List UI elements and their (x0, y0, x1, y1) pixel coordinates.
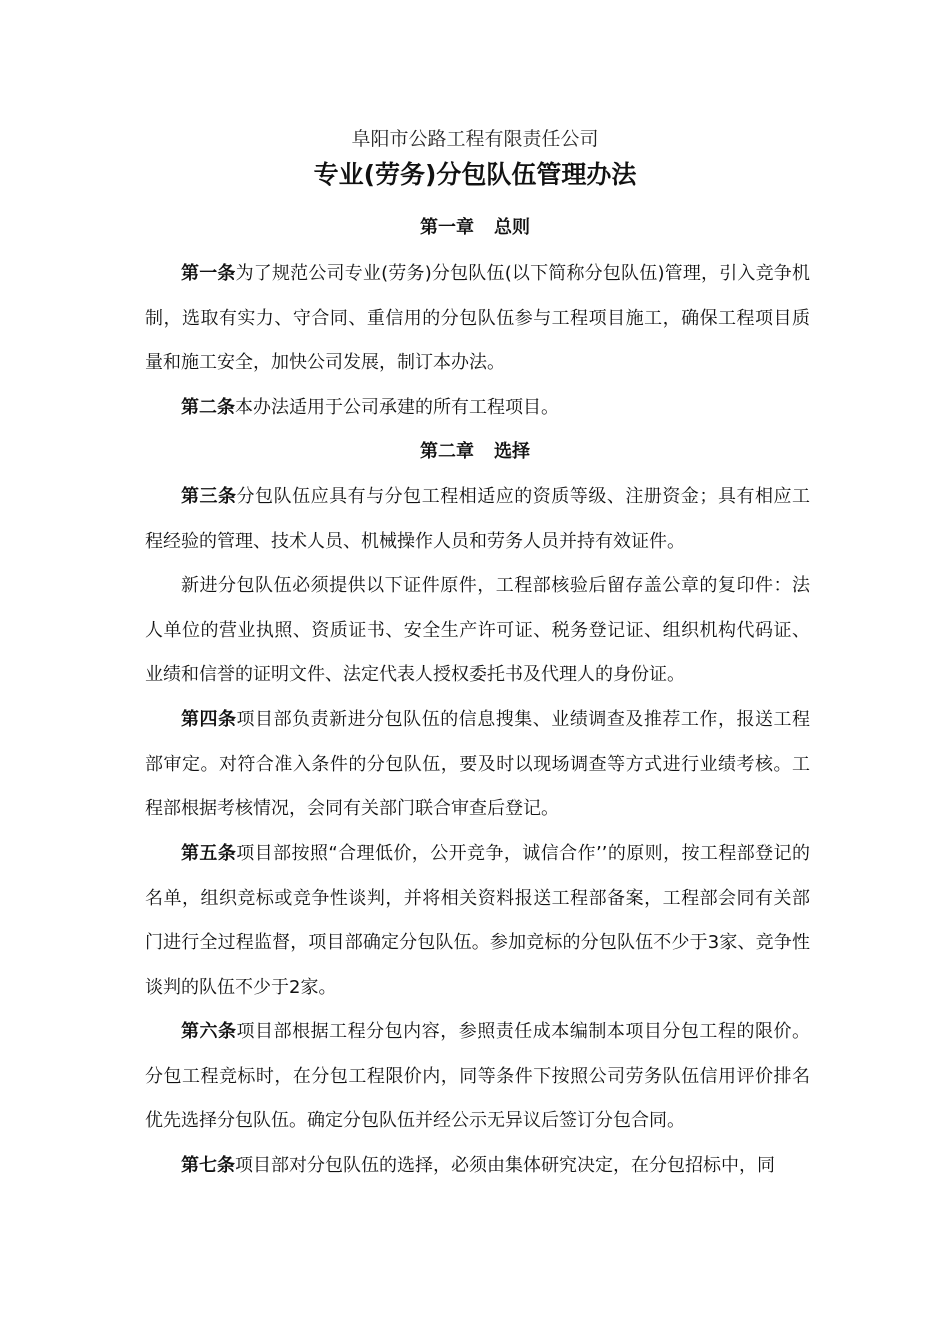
article-text: 本办法适用于公司承建的所有工程项目。 (235, 397, 559, 418)
article-paragraph (145, 475, 810, 564)
article-label: 第三条 (181, 486, 237, 507)
article-text: 项目部按照“合理低价，公开竞争，诚信合作’’的原则，按工程部登记的名单，组织竞标或竞争性谈判，并将相关资料报送工程部备案，工程部会同有关部门进行全过程监督，项目部确定分包队伍。参加竞标的分包队伍不少于3家、竞争性谈判的队伍不少于2家。 (145, 843, 811, 998)
article-paragraph (145, 386, 810, 431)
article-text: 项目部负责新进分包队伍的信息搜集、业绩调查及推荐工作，报送工程部审定。对符合准入条件的分包队伍，要及时以现场调查等方式进行业绩考核。工程部根据考核情况，会同有关部门联合审查后登记。 (145, 709, 810, 819)
article-label: 第七条 (181, 1155, 235, 1176)
company-name: 阜阳市公路工程有限责任公司 (351, 128, 599, 150)
chapter-name: 选择 (494, 441, 530, 462)
chapter-heading (0, 213, 950, 243)
article-label: 第一条 (181, 263, 236, 284)
article-text: 新进分包队伍必须提供以下证件原件，工程部核验后留存盖公章的复印件：法人单位的营业执照、资质证书、安全生产许可证、税务登记证、组织机构代码证、业绩和信誉的证明文件、法定代表人授权委托书及代理人的身份证。 (145, 575, 810, 685)
article-text: 为了规范公司专业(劳务)分包队伍(以下简称分包队伍)管理，引入竞争机制，选取有实力、守合同、重信用的分包队伍参与工程项目施工，确保工程项目质量和施工安全，加快公司发展，制订本办法。 (145, 263, 810, 373)
document-title: 专业(劳务)分包队伍管理办法 (313, 160, 637, 189)
article-label: 第四条 (181, 709, 237, 730)
chapter-heading (0, 437, 950, 467)
chapter-name: 总则 (494, 217, 530, 238)
article-paragraph (145, 1144, 810, 1189)
article-paragraph (145, 832, 810, 1010)
chapter-number: 第二章 (420, 441, 474, 462)
article-paragraph (145, 564, 810, 698)
article-label: 第六条 (181, 1021, 237, 1042)
article-text: 分包队伍应具有与分包工程相适应的资质等级、注册资金；具有相应工程经验的管理、技术人员、机械操作人员和劳务人员并持有效证件。 (145, 486, 810, 552)
article-paragraph (145, 698, 810, 832)
article-label: 第五条 (181, 843, 237, 864)
article-paragraph (145, 252, 810, 386)
article-text: 项目部根据工程分包内容，参照责任成本编制本项目分包工程的限价。分包工程竞标时，在分包工程限价内，同等条件下按照公司劳务队伍信用评价排名优先选择分包队伍。确定分包队伍并经公示无异议后签订分包合同。 (145, 1021, 810, 1131)
article-paragraph (145, 1010, 810, 1144)
article-text: 项目部对分包队伍的选择，必须由集体研究决定，在分包招标中，同 (235, 1155, 775, 1176)
article-label: 第二条 (181, 397, 235, 418)
chapter-number: 第一章 (420, 217, 474, 238)
